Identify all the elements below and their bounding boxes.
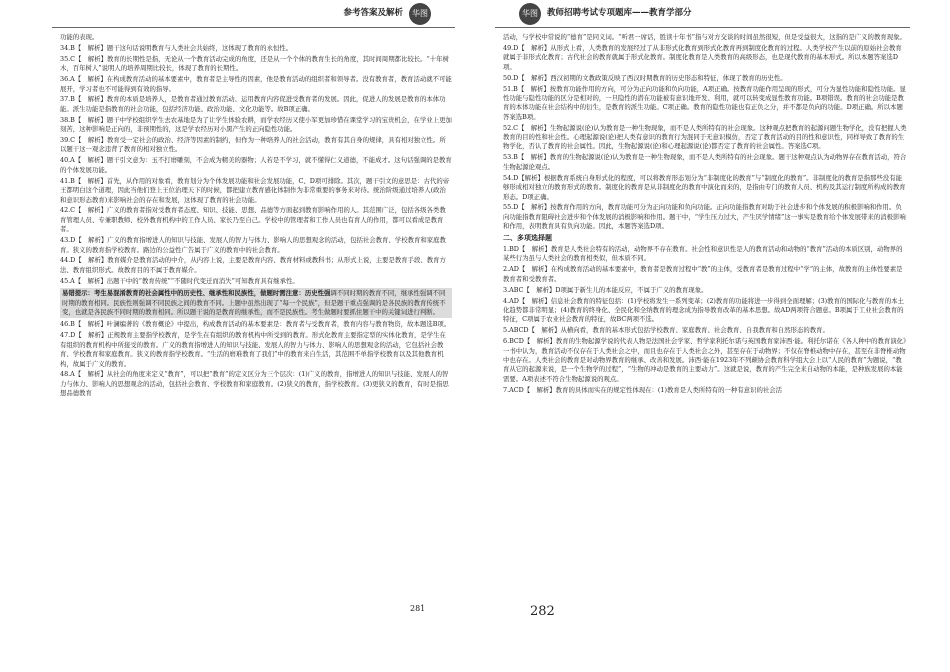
answer-paragraph: 43.D【 解析】广义的教育指增进人的知识与技能、发展人的智力与体力、影响人的思想观念的活动，包括社会教育、学校教育和家庭教育。狭义的教育指学校教育。路边的公益性广告属于广义的教育中的社会教育。	[60, 236, 446, 254]
answer-paragraph: 55.D【 解析】按教育作用的方向，教育功能可分为正向功能和负向功能。正向功能指教育对助于社会进步和个体发展的积极影响和作用。负向功能指教育阻碍社会进步和个体发展的消极影响和作用。题干中，“学生压力过大，产生厌学情绪”这一事实是教育给个体发展带来的消极影响和作用，表明教育具有负向功能。因此，本题答案选D项。	[503, 203, 906, 231]
error-tip-box	[60, 288, 452, 318]
left-page-header: 参考答案及解析	[343, 8, 403, 18]
left-page-number: 281	[410, 604, 426, 613]
right-page-content	[503, 33, 908, 397]
answer-paragraph: 1.BD【 解析】教育是人类社会特有的活动，动物界不存在教育。社会性和意识性是人的教育活动和动物的“教育”活动的本质区别，动物界的某些行为虽与人类社会的教育相类似，但本质不同。	[503, 245, 903, 263]
answer-paragraph: 5.ABCD【 解析】从横向看，教育的基本形式包括学校教育、家庭教育、社会教育、自我教育和自然形态的教育。	[503, 326, 829, 335]
right-page-number: 282	[530, 604, 555, 619]
answer-paragraph: 51.B【 解析】按教育功能作用的方向，可分为正向功能和负向功能，A项正确。按教育功能作用呈现的形式，可分为显性功能和隐性功能。显性功能与隐性功能的区分是相对的，一旦隐性的潜在功能被有意识地开发、利用，就可以转变成显性教育功能。B项错误。教育的社会功能是教育的本体功能在社会结构中的衍生，是教育的派生功能。C项正确。教育的隐性功能也有正负之分，并不都是负向的功能。D项正确。所以本题答案选B项。	[503, 84, 906, 121]
answer-paragraph: 2.AD【 解析】在构成教育活动的基本要素中，教育者是教育过程中“教”的主体，受教育者是教育过程中“学”的主体，故教育的主体性要素是教育者和受教育者。	[503, 265, 903, 283]
answer-paragraph: 48.A【 解析】从社会的角度来定义“教育”，可以把“教育”的定义区分为三个层次：(1)广义的教育，指增进人的知识与技能、发展人的智力与体力、影响人的思想观念的活动，包括社会教育、学校教育和家庭教育。(2)狭义的教育，指学校教育。(3)更狭义的教育，有时是指思想品德教育	[60, 370, 449, 398]
error-tip-lead: 考生易混淆教育的社会属性中的历史性、继承性和民族性，做题时需注意：历史性强	[93, 289, 331, 298]
answer-paragraph: 38.B【 解析】题干中学校组织学生去农基地是为了让学生体验农耕，而学农经历又使小军更加珍惜在课堂学习的宝贵机会，在学业上更加刻苦，这种影响是正向的，非预期性的，这是学农经历对小黑产生的正向隐性功能。	[60, 115, 452, 134]
answer-paragraph: 45.A【 解析】出题干中的“教育传统”“不随时代变迁而消失”可知教育具有继承性。	[60, 276, 299, 285]
answer-paragraph: 46.B【 解析】叶澜编著的《教育概论》中提出，构成教育活动的基本要素是：教育者与受教育者，教育内容与教育物资，故本题选B项。	[60, 320, 451, 329]
answer-paragraph: 3.ABC【 解析】D项属于新生儿的本能反应，不属于广义的教育现象。	[503, 285, 708, 294]
answer-paragraph: 49.D【 解析】从形式上看，人类教育的发展经过了从非形式化教育到形式化教育再到制度化教育的过程。人类学校产生以前的原始社会教育就属于非形式化教育；古代社会的教育就属于形式化教育。制度化教育是人类教育的高级形态，也是现代教育的基本形式。所以本题答案选D项。	[503, 43, 902, 71]
answer-paragraph: 44.D【 解析】教育媒介是教育活动的中介，从内容上说，主要是教育内容、教育材料或教科书；从形式上说，主要是教育手段、教育方法、教育组织形式。故教育目的不属于教育媒介。	[60, 256, 446, 274]
right-logo-icon: 华图	[519, 3, 541, 25]
answer-paragraph: 功能的表现。	[60, 33, 99, 41]
error-tip-body: 调不同时期的教育不同，继承性强调不同时期的教育相同。民族性则强调不同民族之间的教育不同。上题中虽然出现了“每一个民族”，但是题干重点强调的是各民族的教育传统不变，也就是各民族不同时期的教育相同。所以题干说的是教育的继承性，而不是民族性。考生做题时要抓住题干中的关键词进行判断。	[62, 289, 446, 316]
answer-paragraph: 50.D【 解析】西汉初期的文教政策反映了西汉时期教育的历史形态和特征，体现了教育的历史性。	[503, 73, 787, 82]
error-tip-title: 易错提示：	[62, 289, 94, 298]
right-page	[475, 0, 950, 672]
answer-paragraph: 37.B【 解析】教育的本质是培养人，是教育者通过教育活动、运用教育内容促进受教育者的发展。因此，促进人的发展是教育的本体功能。派生功能是指教育的社会功能，包括经济功能、政治功能、文化功能等。故B项正确。	[60, 95, 446, 113]
answer-paragraph: 52.C【 解析】生物起源说(论)认为教育是一种生物现象，而不是人类所特有的社会现象。这种观点把教育的起源问题生物学化，没有把握人类教育的目的性和社会性。心理起源说(论)把人类有意识的教育行为混同于无意识模仿，否定了教育活动的目的性和意识性，同样导致了教育的生物学化，否认了教育的社会属性。因此，生物起源说(论)和心理起源说(论)都否定了教育的社会属性。答案选C项。	[503, 123, 907, 151]
answer-paragraph: 35.C【 解析】教育的长期性是指，无论从一个教育活动完成的角度，还是从一个个体的教育生长的角度，其时间周期都比较长。“十年树木，百年树人”说明人的培养周期比较长，体现了教育的长期性。	[60, 54, 449, 73]
left-logo-icon: 华图	[409, 3, 431, 25]
answer-paragraph: 47.D【 解析】正规教育主要指学校教育，是学生在有组织的教育机构中所受到的教育。形式化教育主要指定型的实体化教育，是学生在有组织的教育机构中所接受的教育。广义的教育指增进人的知识与技能、发展人的智力与体力、影响人的思想观念的活动，它包括社会教育、学校教育和家庭教育。狭义的教育指学校教育。“生活的磨难教育了我们”中的教育来自生活，其范围不单指学校教育以及其他教育机构，故属于广义的教育。	[60, 331, 446, 368]
answer-paragraph: 7.ACD【 解析】教育的具体而实在的规定性体现在：(1)教育是人类所特有的一种有意识的社会活	[503, 385, 783, 394]
section-title: 二、多项选择题	[503, 233, 552, 242]
answer-paragraph: 36.A【 解析】在构成教育活动的基本要素中，教育者是主导性的因素，他是教育活动的组织者和领导者。没有教育者，教育活动就不可能展开，学习者也不可能得到有效的指导。	[60, 75, 452, 93]
answer-paragraph: 活动，与学校中常说的“德育”是同义词。“听君一席话，胜读十年书”指与对方交谈的时间虽然很短，但是受益很大，这指的是广义的教育现象。	[503, 33, 906, 41]
right-page-header: 教师招聘考试专项题库——教育学部分	[547, 8, 692, 18]
answer-paragraph: 54.D【解析】根据教育系统自身形式化的程度，可以将教育形态划分为“非制度化的教育”与“制度化的教育”。非制度化的教育是指那些没有能够形成相对独立的教育形式的教育。制度化的教育是从非制度化的教育中演化而来的，是指由专门的教育人员、机构及其运行制度所构成的教育形态。D项正确。	[503, 173, 906, 201]
left-page-content	[60, 33, 452, 400]
answer-paragraph: 41.B【 解析】首先，从作用的对象看，教育划分为个体发展功能和社会发展功能，C、D项可排除。其次，题干引文的意思是：古代的帝王都明白这个道理，因此当他们登上王位治理天下的时候，都把建立教育感化体制作为非常重要的事务来对待。统治阶级通过培养人(政治和意识形态教育)来影响社会的存在和发展，这体现了教育的社会功能。	[60, 176, 450, 204]
answer-paragraph: 6.BCD【 解析】教育的生物起源学说的代表人物是法国社会学家、哲学家利托尔诺与英国教育家沛西·能。利托尔诺在《各人种中的教育演化》一书中认为，教育活动不仅存在于人类社会之中，而且也存在于人类社会之外，甚至存在于动物界；不仅在脊椎动物中存在，甚至在非脊椎动物中也存在。人类社会的教育是对动物界教育的继承、改善和发展。沛西·能在1923年不列颠协会教育科学组大会上以“人民的教育”为题说，“教育从它的起源来说，是一个生物学的过程”，“生物的冲动是教育的主要动力”。这就是说，教育的产生完全来自动物的本能，是种族发展的本能需要。A项表述不符合生物起源说的观点。	[503, 337, 907, 383]
answer-paragraph: 34.B【 解析】题干这句话说明教育与人类社会共始终，这体现了教育的永恒性。	[60, 43, 293, 52]
right-header-rule	[495, 27, 910, 28]
answer-paragraph: 4.AD【 解析】信息社会教育的特征包括：(1)学校将发生一系列变革；(2)教育的功能将进一步得到全面理解；(3)教育的国际化与教育的本土化趋势都非常明显；(4)教育的终身化、全民化和全纳教育的理念成为指导教育改革的基本思想。故AD两项符合题意。B项属于工业社会教育的特征，C项属于农业社会教育的特征，故BC两项不选。	[503, 296, 904, 324]
answer-paragraph: 40.A【 解析】题干引文意为：玉不打磨雕刻，不会成为精美的器物；人若是不学习，就不懂得仁义道德，不能成才。这句话强调的是教育的个体发展功能。	[60, 156, 452, 174]
answer-paragraph: 42.C【 解析】广义的教育者指对受教育者态度、知识、技能、思想、品德等方面起到教育影响作用的人。其范围广泛，包括各级各类教育管理人员、专兼职教师、校外教育机构中的工作人员、家长乃至自己。学校中的管理者和工作人员也有育人的作用，都可以看成是教育者。	[60, 206, 446, 234]
left-header-rule	[52, 27, 455, 28]
answer-paragraph: 39.C【 解析】教育受一定社会的政治、经济等因素的制约，但作为一种培养人的社会活动，教育有其自身的规律，具有相对独立性。所以题干这一观念违背了教育的相对独立性。	[60, 136, 446, 154]
answer-paragraph: 53.B【 解析】教育的生物起源说(论)认为教育是一种生物现象，而不是人类所特有的社会现象。题干这种观点认为动物界存在教育活动，符合生物起源论观点。	[503, 153, 907, 171]
